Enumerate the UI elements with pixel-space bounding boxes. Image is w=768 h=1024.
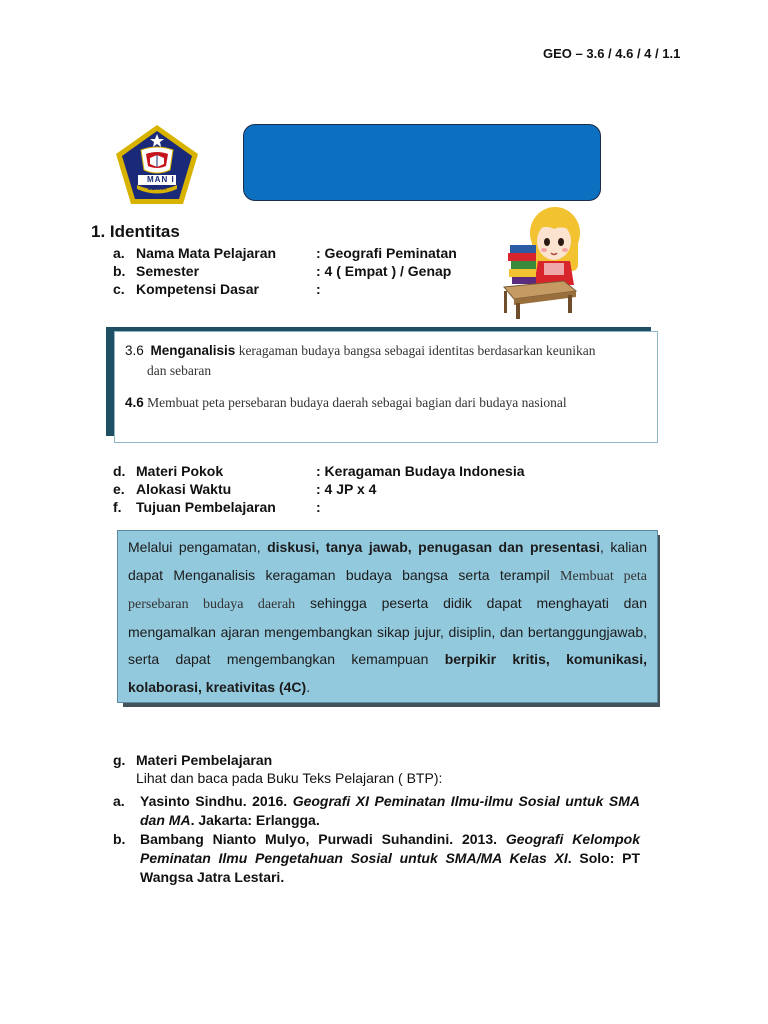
row-label: Tujuan Pembelajaran: [136, 499, 276, 515]
detail-row: [113, 499, 553, 517]
detail-row: [113, 481, 553, 499]
ref-title: Geografi XI Peminatan Ilmu-ilmu Sosial untuk SMA dan MA: [140, 793, 641, 828]
kd-text: Membuat peta persebaran budaya daerah sebagai bagian dari budaya nasional: [143, 395, 567, 410]
kd-4-6: [125, 395, 645, 411]
school-emblem-icon: [113, 122, 201, 208]
kd-text-cont: dan sebaran: [147, 363, 212, 378]
row-letter: d.: [113, 463, 126, 479]
kd-keyword: Menganalisis: [150, 343, 236, 358]
section-title-identitas: 1. Identitas: [91, 222, 180, 241]
kd-text: keragaman budaya bangsa sebagai identitas berdasarkan keunikan: [235, 343, 596, 358]
ref-publisher: . Solo: PT Wangsa Jatra Lestari.: [140, 850, 640, 885]
tujuan-segment-bold: berpikir kritis, komunikasi, kolaborasi, kreativitas (4C): [128, 651, 647, 695]
tujuan-segment-bold: diskusi, tanya jawab, penugasan dan presentasi: [267, 539, 600, 555]
ref-authors: Yasinto Sindhu. 2016.: [140, 793, 293, 809]
row-letter: e.: [113, 481, 125, 497]
row-value: :: [316, 499, 321, 515]
row-letter: c.: [113, 281, 125, 297]
tujuan-segment: Melalui pengamatan,: [128, 539, 268, 555]
reference-item: [113, 830, 643, 890]
tujuan-pembelajaran-box: [117, 530, 658, 703]
row-letter: g.: [113, 752, 126, 768]
detail-row: [113, 463, 553, 481]
document-code: GEO – 3.6 / 4.6 / 4 / 1.1: [543, 46, 681, 61]
row-label: Alokasi Waktu: [136, 481, 232, 497]
ref-text: [140, 830, 640, 887]
row-value: : 4 JP x 4: [316, 481, 377, 497]
emblem-subtext: BLITAR: [148, 186, 166, 192]
identitas-row: [113, 263, 533, 281]
row-letter: b.: [113, 263, 126, 279]
row-value: : Geografi Peminatan: [316, 245, 457, 261]
ref-publisher: . Jakarta: Erlangga.: [190, 812, 320, 828]
tujuan-text: [128, 534, 647, 701]
reference-item: [113, 792, 643, 832]
tujuan-segment: , kalian dapat Menganalisis keragaman budaya bangsa serta terampil: [128, 539, 647, 583]
title-banner: [243, 124, 601, 201]
tujuan-segment: .: [306, 678, 311, 695]
kd-number: 4.6: [125, 395, 144, 410]
row-letter: f.: [113, 499, 122, 515]
identitas-row: [113, 281, 533, 299]
materi-heading: [113, 752, 413, 770]
row-label: Semester: [136, 263, 200, 279]
identitas-row: [113, 245, 533, 263]
row-label: Nama Mata Pelajaran: [136, 245, 277, 261]
emblem-text: MAN I: [147, 175, 175, 184]
row-label: Kompetensi Dasar: [136, 281, 259, 297]
row-label: Materi Pokok: [136, 463, 224, 479]
ref-title: Geografi Kelompok Peminatan Ilmu Pengetahuan Sosial untuk SMA/MA Kelas XI: [140, 831, 640, 866]
row-value: : Keragaman Budaya Indonesia: [316, 463, 525, 479]
ref-letter: b.: [113, 831, 126, 847]
ref-text: [140, 792, 640, 830]
materi-title: Materi Pembelajaran: [136, 752, 273, 768]
ref-letter: a.: [113, 793, 125, 809]
materi-intro: Lihat dan baca pada Buku Teks Pelajaran ( BTP):: [136, 770, 443, 786]
row-value: : 4 ( Empat ) / Genap: [316, 263, 452, 279]
row-value: :: [316, 281, 321, 297]
tujuan-segment-serif: Membuat peta persebaran budaya daerah: [128, 568, 647, 612]
kd-3-6: [125, 341, 645, 381]
row-letter: a.: [113, 245, 125, 261]
tujuan-segment: sehingga peserta didik dapat menghayati dan mengamalkan ajaran mengembangkan sikap jujur, disiplin, dan bertanggungjawab, serta dapat mengembangkan kemampuan: [128, 595, 647, 667]
kompetensi-dasar-box: [114, 331, 658, 443]
ref-authors: Bambang Nianto Mulyo, Purwadi Suhandini. 2013.: [140, 831, 506, 847]
kd-number: 3.6: [125, 343, 144, 358]
